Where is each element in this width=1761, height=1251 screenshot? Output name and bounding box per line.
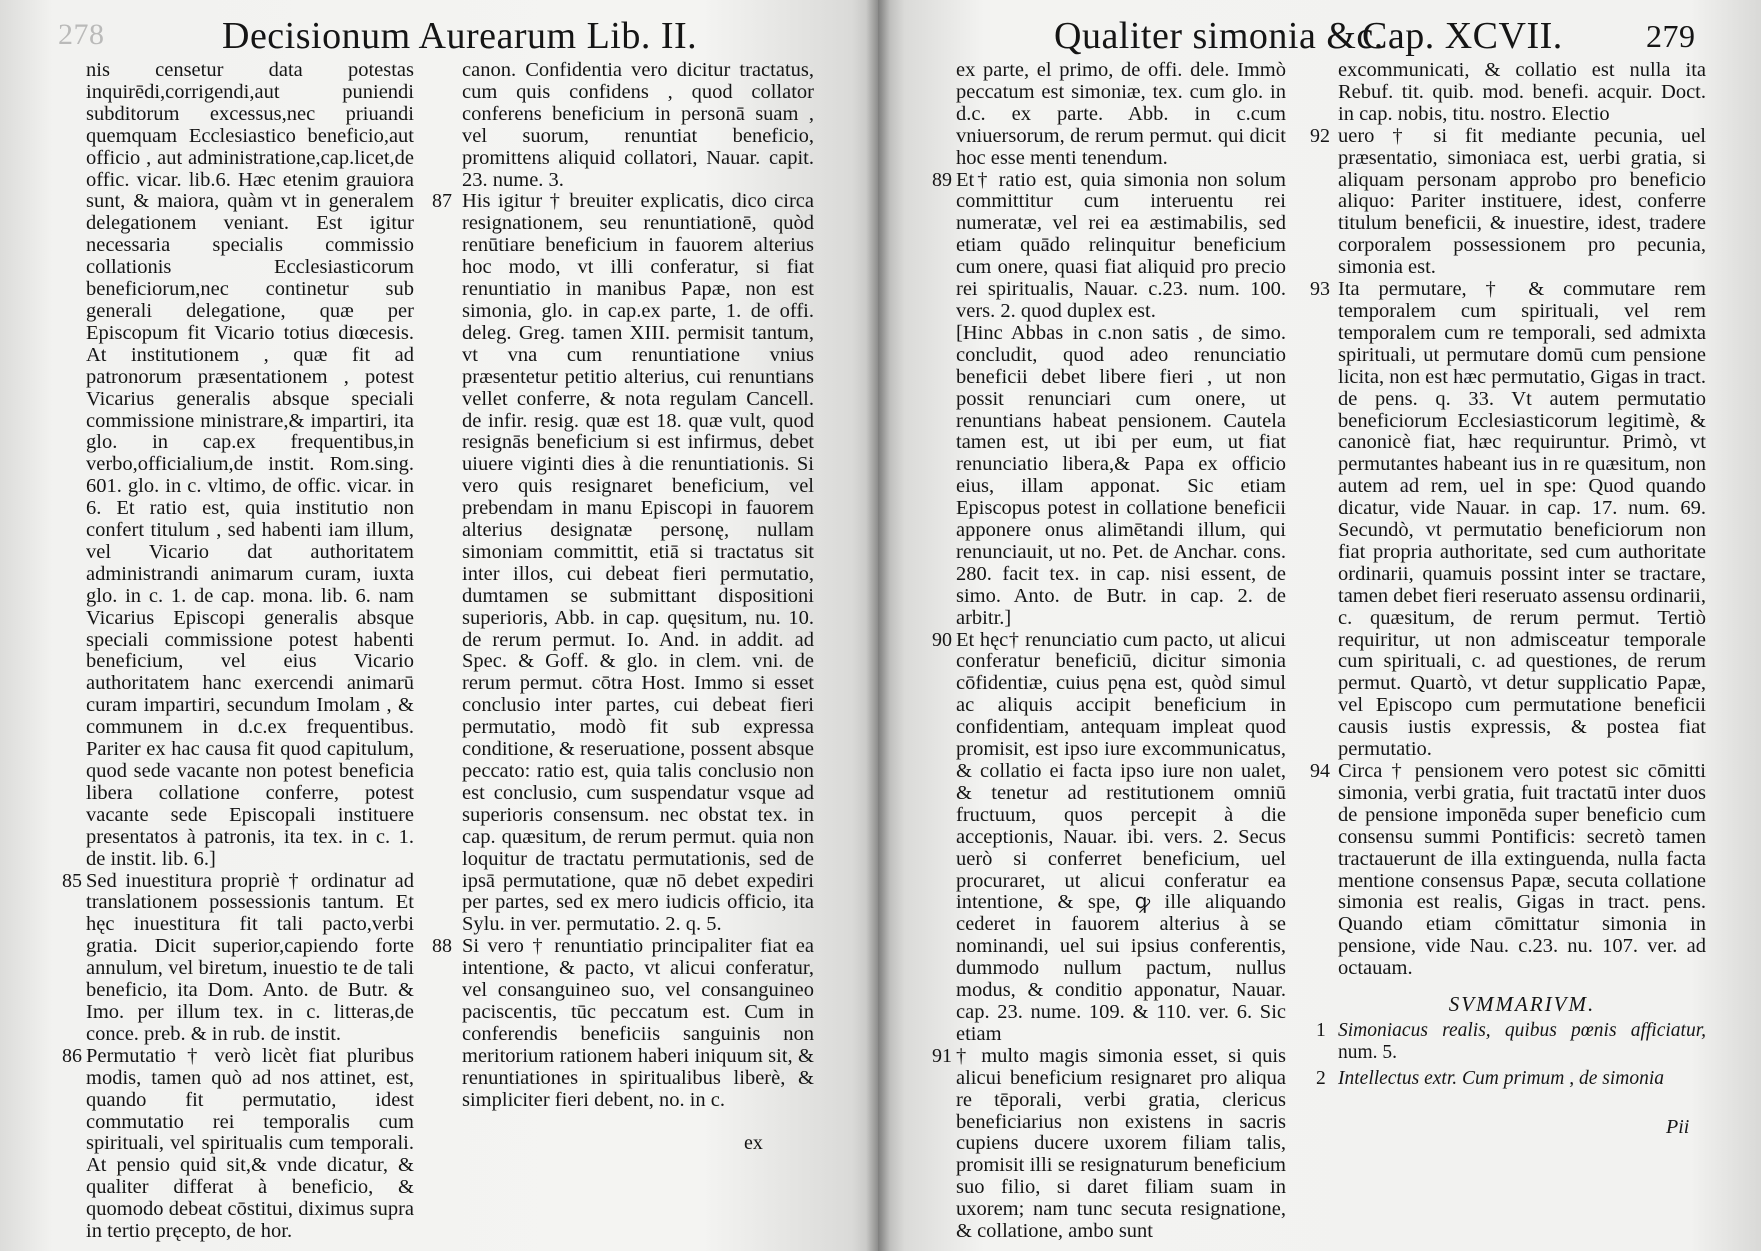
paragraph <box>932 1044 1286 1243</box>
marginal-number: 90 <box>932 628 952 651</box>
paragraph <box>62 869 414 1046</box>
paragraph <box>432 935 814 1111</box>
book-gutter-shadow <box>866 0 890 1251</box>
paragraph-text: Ita permutare, † & commutare rem temporalem cum spirituali, vel rem temporalem cum re temporali, sed admixta spirituali, ut permutare domū cum pensione licita, non est hæc permutatio, Gigas in tract. de pens. q. 33. Vt autem permutatio beneficiorum Ecclesiasticorum legitimè, & canonicè fiat, hæc requiruntur. Primò, vt permutantes habeant ius in re quæsitum, non autem ad rem, uel in spe: Quod quando dicatur, vide Nauar. in cap. 17. num. 69. Secundò, vt permutatio beneficiorum non fiat propria authoritate, sed cum authoritate ordinarii, quamuis possint inter se tractare, tamen debet fieri reseruato assensu ordinarii, c. quæsitum, de rerum permut. Tertiò requiritur, ut non admisceatur temporale cum spirituali, c. ad questiones, de rerum permut. Quartò, vt detur supplicatio Papæ, vel Episcopo cum permutatione beneficii causis iustis expressis, & postea fiat permutatio. <box>1338 278 1706 761</box>
marginal-number: 94 <box>1310 760 1330 782</box>
paragraph-text: Permutatio † verò licèt fiat pluribus modis, tamen quò ad nos attinet, est, quando fit permutatio, idest commutatio rei temporalis cum spirituali, vel spiritualis cum temporali. At pensio quid sit,& vnde dicatur, & qualiter differat à beneficio, & quomodo debeat cōstitui, diximus supra in tertio pręcepto, de hor. <box>86 1044 414 1243</box>
paragraph-text: nis censetur data potestas inquirēdi,corrigendi,aut puniendi subditorum excessus,nec priuandi quemquam Ecclesiastico beneficio,aut officio , aut administratione,cap.licet,de offic. vicar. lib.6. Hæc etenim grauiora sunt, & maiora, quàm vt in generalem delegationem veniant. Est igitur necessaria specialis commissio collationis Ecclesiasticorum beneficiorum,nec continetur sub generali delegatione, quæ per Episcopum fit Vicario totius diœcesis. At institutionem , quæ fit ad patronorum præsentationem , potest Vicarius generalis absque speciali commissione ministrare,& impartiri, ita glo. in cap.ex frequentibus,in verbo,officialium,de instit. Rom.sing. 601. glo. in c. vltimo, de offic. vicar. in 6. Et ratio est, quia institutio non confert titulum , sed habenti iam illum, vel Vicario dat authoritatem administrandi animarum curam, iuxta glo. in c. 1. de cap. mona. lib. 6. nam Vicarius Episcopi generalis absque speciali commissione potest habenti beneficium, vel eius Vicario authoritatem hanc exercendi animarū curam impartiri, secundum Imolam , & communem in d.c.ex frequentibus. Pariter ex hac causa fit quod capitulum, quod sede vacante non potest beneficia libera collatione conferre, potest vacante sede Episcopali instituere presentatos à patronis, ita tex. in c. 1. de instit. lib. 6.] <box>86 59 414 870</box>
paragraph-text: Sed inuestitura propriè † ordinatur ad translationem possessionis tantum. Et hęc inuestitura fit tali pacto,verbi gratia. Dicit superior,capiendo forte annulum, vel biretum, inuestio te de tali beneficio, ita Dom. Anto. de Butr. & Imo. per illum tex. in c. litteras,de conce. preb. & in rub. de instit. <box>86 869 414 1045</box>
summarium-item-text: Intellectus extr. Cum primum , de simonia <box>1338 1067 1665 1089</box>
paragraph-text: Si vero † renuntiatio principaliter fiat ea intentione, & pacto, vt alicui conferatur, vel consanguineo suo, vel consanguineo paciscentis, tūc peccatum est. Cum in conferendis beneficiis sanguinis non meritorium rationem haberi iniquum sit, & renuntiationes in spiritualibus liberè, & simpliciter fieri debent, no. in c. <box>462 935 814 1111</box>
paragraph-text: † multo magis simonia esset, si quis alicui beneficium resignaret pro aliqua re tēporali, verbi gratia, clericus beneficiarius non existens in sacris cupiens ducere uxorem filiam talis, promisit illi se resignaturum beneficium suo filio, si daret filiam suam in uxorem; nam tunc secuta resignatione, & collatione, ambo sunt <box>956 1044 1286 1243</box>
paragraph-text: [Hinc Abbas in c.non satis , de simo. concludit, quod adeo renunciatio beneficii debet libere fieri , ut non possit renunciari cum onere, ut renuntians habeat pensionem. Cautela tamen est, ut ibi per eum, ut fiat renunciatio libera,& Papa ex officio eius, illam apponat. Sic etiam Episcopus potest in collatione beneficii apponere onus alimētandi illum, qui renunciauit, ut no. Pet. de Anchar. cons. 280. facit tex. in cap. nisi essent, de simo. Anto. de Butr. in cap. 2. de arbitr.] <box>956 321 1286 629</box>
right-folio-number: 279 <box>1646 18 1696 54</box>
marginal-number: 86 <box>62 1044 82 1067</box>
paragraph-text: ex parte, el primo, de offi. dele. Immò peccatum est simoniæ, tex. cum glo. in d.c. ex parte. Abb. in c.cum vniuersorum, de rerum permut. qui dicit hoc esse menti tenendum. <box>956 59 1286 169</box>
paragraph <box>1310 278 1706 761</box>
paragraph-text: excommunicati, & collatio est nulla ita Rebuf. tit. quib. mod. benefi. acquir. Doct. in cap. nobis, titu. nostro. Electio <box>1338 59 1706 125</box>
marginal-number: 89 <box>932 168 952 191</box>
summarium-item-number: 2 <box>1316 1067 1326 1089</box>
paragraph <box>956 323 1286 630</box>
paragraph-text: Et hęc† renunciatio cum pacto, ut alicui conferatur beneficiū, dicitur simonia cōfidentiæ, cuius pęna est, quòd simul ac aliquis accipit beneficium in confidentiam, antequam impleat quod promisit, est ipso iure excommunicatus, & collatio ei facta ipso iure non ualet, & tenetur ad restitutionem omniū fructuum, quos percepit à die acceptionis, Nauar. ibi. vers. 2. Secus uerò si conferret beneficium, uel procuraret, ut alicui conferatur ea intentione, & spe, ꝙ ille aliquando cederet in fauorem alterius à se nominandi, uel sui ipsius conferentis, dummodo nullum pactum, nullus modus, & conditio apponatur, Nauar. cap. 23. nume. 109. & 110. ver. 6. Sic etiam <box>956 628 1286 1045</box>
paragraph <box>932 168 1286 323</box>
summarium-item <box>1316 1019 1706 1064</box>
chapter-heading: Cap. XCVII. <box>1362 15 1563 57</box>
paragraph-text: uero † si fit mediante pecunia, uel præsentatio, simoniaca est, uerbi gratia, si aliquam personam approbo pro beneficio aliquo: Pariter instituere, idest, conferre titulum beneficii, & inuestire, idest, tradere corporalem possessionem pro pecunia, simonia est. <box>1338 124 1706 279</box>
summarium-heading: SVMMARIVM. <box>1448 992 1596 1017</box>
summarium-item-text: Simoniacus realis, quibus pœnis afficiatur, <box>1338 1019 1706 1041</box>
paragraph <box>1338 60 1706 126</box>
right-page <box>878 0 1761 1251</box>
right-column-a <box>932 59 1286 1243</box>
right-running-title: Qualiter simonia &c. <box>1054 15 1384 57</box>
paragraph <box>956 60 1286 170</box>
paragraph <box>932 628 1286 1046</box>
paragraph-text: canon. Confidentia vero dicitur tractatus, cum quis confidens , quod collator conferens beneficium in personā suam , vel suorum, renuntiat beneficio, promittens aliquid collatori, Nauar. capit. 23. nume. 3. <box>462 59 814 191</box>
summarium-item <box>1316 1067 1706 1090</box>
marginal-number: 85 <box>62 869 82 892</box>
paragraph <box>86 60 414 871</box>
left-column-a <box>62 59 414 1243</box>
paragraph <box>1310 124 1706 279</box>
paragraph <box>62 1044 414 1243</box>
marginal-number: 91 <box>932 1044 952 1067</box>
catchword: Pii <box>1666 1116 1690 1138</box>
right-column-b <box>1310 59 1706 1180</box>
marginal-number: 88 <box>432 935 452 958</box>
catchword: ex <box>744 1132 763 1154</box>
left-running-title: Decisionum Aurearum Lib. II. <box>222 15 698 57</box>
left-page <box>0 0 878 1251</box>
paragraph-text: His igitur † breuiter explicatis, dico circa resignationem, seu renuntiationē, quòd renūtiare beneficium in fauorem alterius hoc modo, vt illi conferatur, si fiat renuntiatio in manibus Papæ, non est simonia, glo. in cap.ex parte, 1. de offi. deleg. Greg. tamen XIII. permisit tantum, vt vna cum renuntiatione vnius præsentetur petitio alterius, cui renuntians vellet conferre, & nota regulam Cancell. de infir. resig. quæ est 18. quæ vult, quod resignās beneficium si est infirmus, debet uiuere viginti dies à die renuntiationis. Si vero quis resignaret beneficium, vel prebendam in manu Episcopi in fauorem alterius designatæ personę, nullam simoniam committit, etiā si tractatus sit inter illos, cui debeat fieri permutatio, dumtamen se submittant dispositioni superioris, Abb. in cap. quęsitum, nu. 10. de rerum permut. Io. And. in addit. ad Spec. & Goff. & glo. in clem. vni. de rerum permut. cōtra Host. Immo si esset conclusio inter partes, cui debeat fieri permutatio, modò fit sub expressa conditione, & reseruatione, possent absque peccato: ratio est, quia talis conclusio non est conclusio, cum suspendatur vsque ad superioris consensum. nec obstat tex. in cap. quæsitum, de rerum permut. quia non loquitur de tractatu permutationis, sed de ipsā permutatione, quæ nō debet expediri per partes, sed ex mero iudicis officio, ita Sylu. in ver. permutatio. 2. q. 5. <box>462 190 814 936</box>
paragraph-text: Et† ratio est, quia simonia non solum committitur cum interuentu rei numeratæ, vel rei ea æstimabilis, sed etiam quādo relinquitur beneficium cum onere, quasi fiat aliquid pro precio rei spiritualis, Nauar. c.23. num. 100. vers. 2. quod duplex est. <box>956 168 1286 322</box>
marginal-number: 92 <box>1310 124 1330 147</box>
summarium-item-number: 1 <box>1316 1019 1326 1041</box>
marginal-number: 93 <box>1310 278 1330 301</box>
paragraph <box>1310 760 1706 980</box>
marginal-number: 87 <box>432 190 452 213</box>
left-folio-number: 278 <box>58 18 105 51</box>
paragraph <box>462 60 814 191</box>
paragraph <box>432 190 814 936</box>
left-column-b <box>432 59 814 1170</box>
paragraph-text: Circa † pensionem vero potest sic cōmitti simonia, verbi gratia, fuit tractatū inter duos de pensione imponēda super beneficio cum consensu summi Pontificis: secretò tamen tractauerunt de illa extinguenda, nulla facta mentione consensus Papæ, secuta collatione simonia est realis, Gigas in tract. pens. Quando etiam cōmittatur simonia in pensione, vide Nau. c.23. nu. 107. ver. ad octauam. <box>1338 760 1706 980</box>
summarium-item-ref: num. 5. <box>1338 1041 1398 1063</box>
